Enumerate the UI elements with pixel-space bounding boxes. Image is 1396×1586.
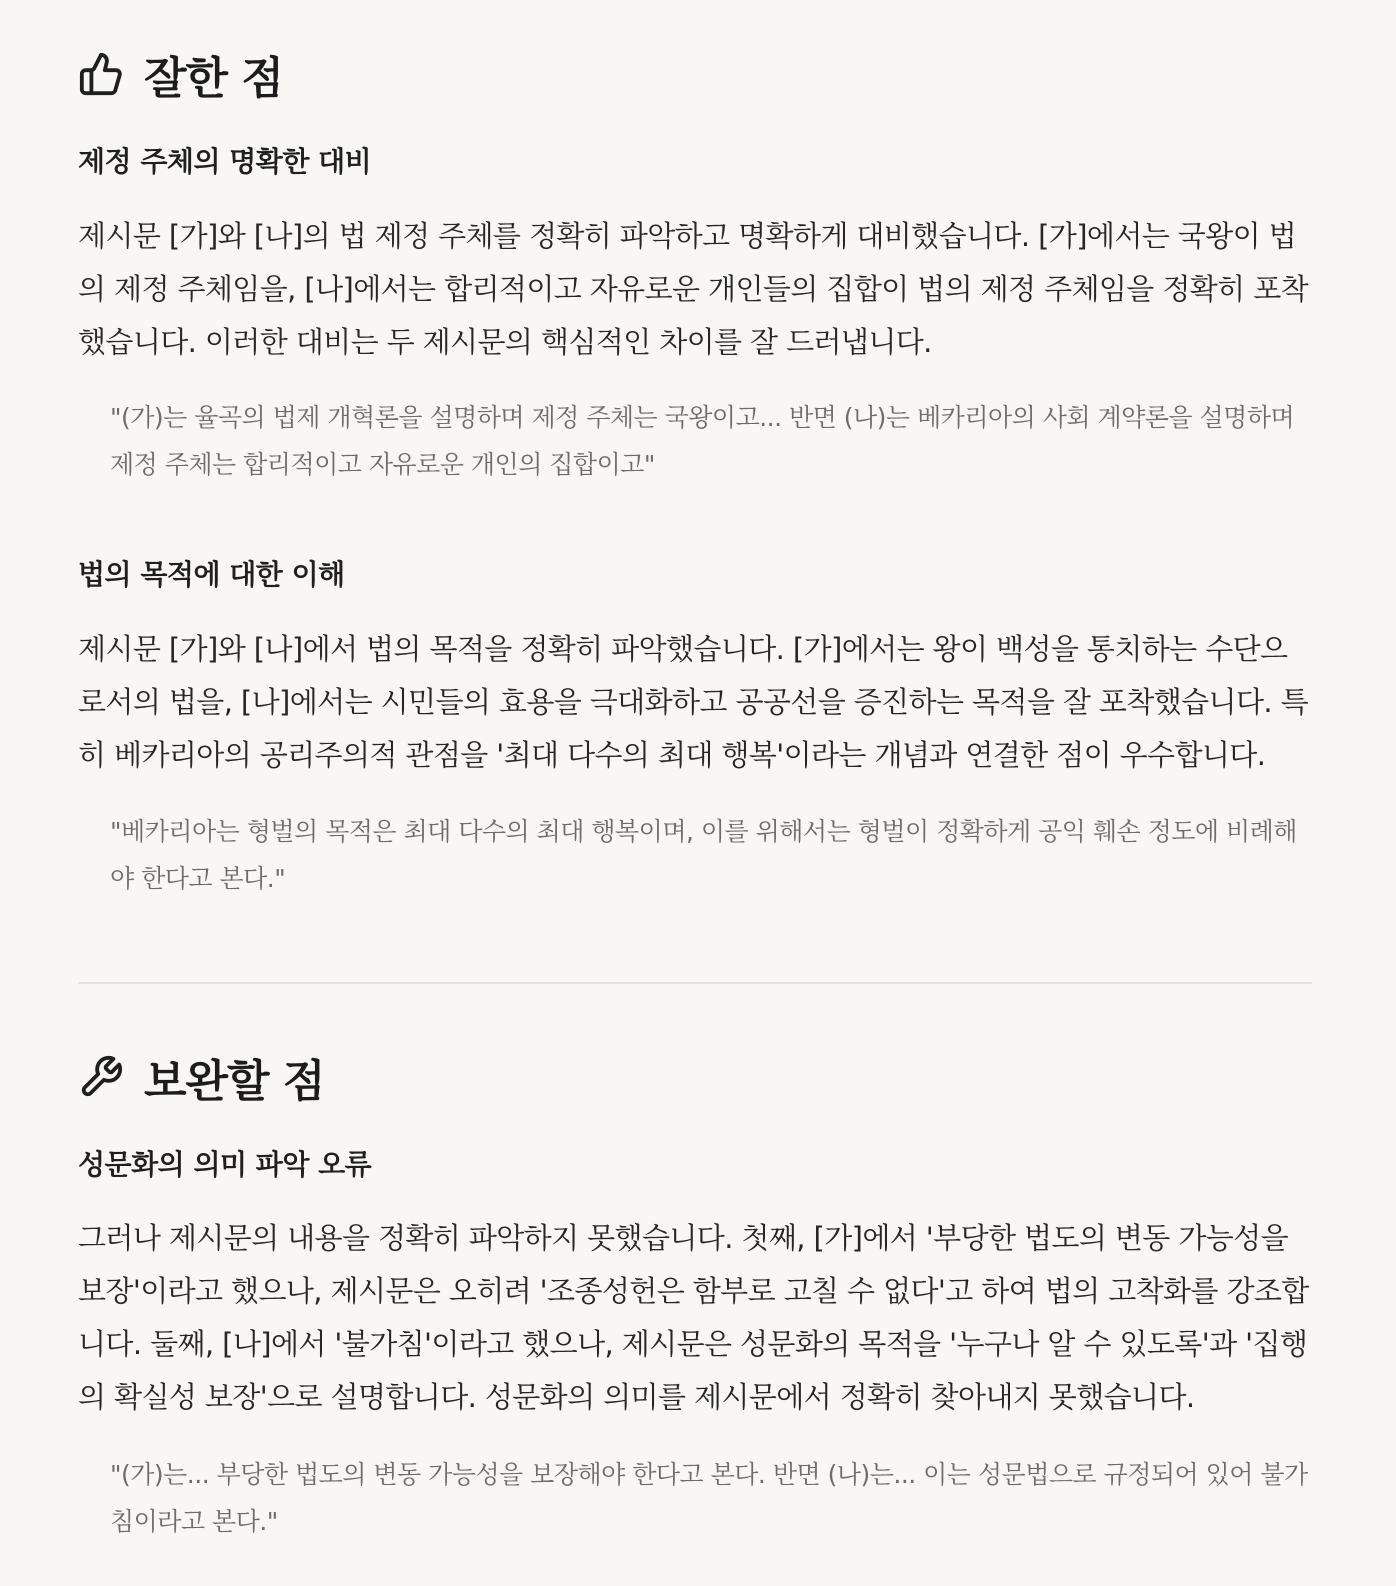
improve-item-1-heading: 성문화의 의미 파악 오류 [78, 1148, 372, 1181]
good-item-1 [78, 142, 1312, 182]
good-item-2 [78, 555, 1312, 595]
good-item-2-quote-wrap [78, 808, 1312, 902]
good-item-1-body-wrap [78, 210, 1312, 369]
improve-item-1-body-wrap [78, 1212, 1312, 1424]
improve-item-1-body: 그러나 제시문의 내용을 정확히 파악하지 못했습니다. 첫째, [가]에서 '부당한 법도의 변동 가능성을 보장'이라고 했으나, 제시문은 오히려 '조종성헌은 함부로 고칠 수 없다'고 하여 법의 고착화를 강조합니다. 둘째, [나]에서 '불가침'이라고 했으나, 제시문은 성문화의 목적을 '누구나 알 수 있도록'과 '집행의 확실성 보장'으로 설명합니다. 성문화의 의미를 제시문에서 정확히 찾아내지 못했습니다. [78, 1221, 1309, 1414]
improve-item-1 [78, 1145, 1312, 1185]
good-item-1-quote: "(가)는 율곡의 법제 개혁론을 설명하며 제정 주체는 국왕이고... 반면 (나)는 베카리아의 사회 계약론을 설명하며 제정 주체는 합리적이고 자유로운 개인의 집합이고" [110, 403, 1295, 479]
section-divider [78, 982, 1312, 984]
good-item-2-body: 제시문 [가]와 [나]에서 법의 목적을 정확히 파악했습니다. [가]에서는 왕이 백성을 통치하는 수단으로서의 법을, [나]에서는 시민들의 효용을 극대화하고 공공선을 증진하는 목적을 잘 포착했습니다. 특히 베카리아의 공리주의적 관점을 '최대 다수의 최대 행복'이라는 개념과 연결한 점이 우수합니다. [78, 632, 1309, 772]
good-item-1-quote-wrap [78, 394, 1312, 488]
improve-section-title: 보완할 점 [144, 1056, 325, 1107]
good-item-2-body-wrap [78, 623, 1312, 782]
good-item-1-body: 제시문 [가]와 [나]의 법 제정 주체를 정확히 파악하고 명확하게 대비했습니다. [가]에서는 국왕이 법의 제정 주체임을, [나]에서는 합리적이고 자유로운 개인들의 집합이 법의 제정 주체임을 정확히 포착했습니다. 이러한 대비는 두 제시문의 핵심적인 차이를 잘 드러냅니다. [78, 219, 1309, 359]
good-section-title: 잘한 점 [144, 53, 283, 104]
improve-item-1-quote: "(가)는... 부당한 법도의 변동 가능성을 보장해야 한다고 본다. 반면 (나)는... 이는 성문법으로 규정되어 있어 불가침이라고 본다." [110, 1460, 1308, 1536]
good-item-2-quote: "베카리아는 형벌의 목적은 최대 다수의 최대 행복이며, 이를 위해서는 형벌이 정확하게 공익 훼손 정도에 비례해야 한다고 본다." [110, 817, 1297, 893]
good-section-header [78, 44, 283, 104]
improve-item-1-quote-wrap [78, 1451, 1312, 1545]
good-item-2-heading: 법의 목적에 대한 이해 [78, 558, 345, 591]
thumbs-up-icon [78, 51, 124, 97]
wrench-icon [78, 1054, 124, 1100]
improve-section-header [78, 1047, 324, 1107]
good-item-1-heading: 제정 주체의 명확한 대비 [78, 145, 372, 178]
